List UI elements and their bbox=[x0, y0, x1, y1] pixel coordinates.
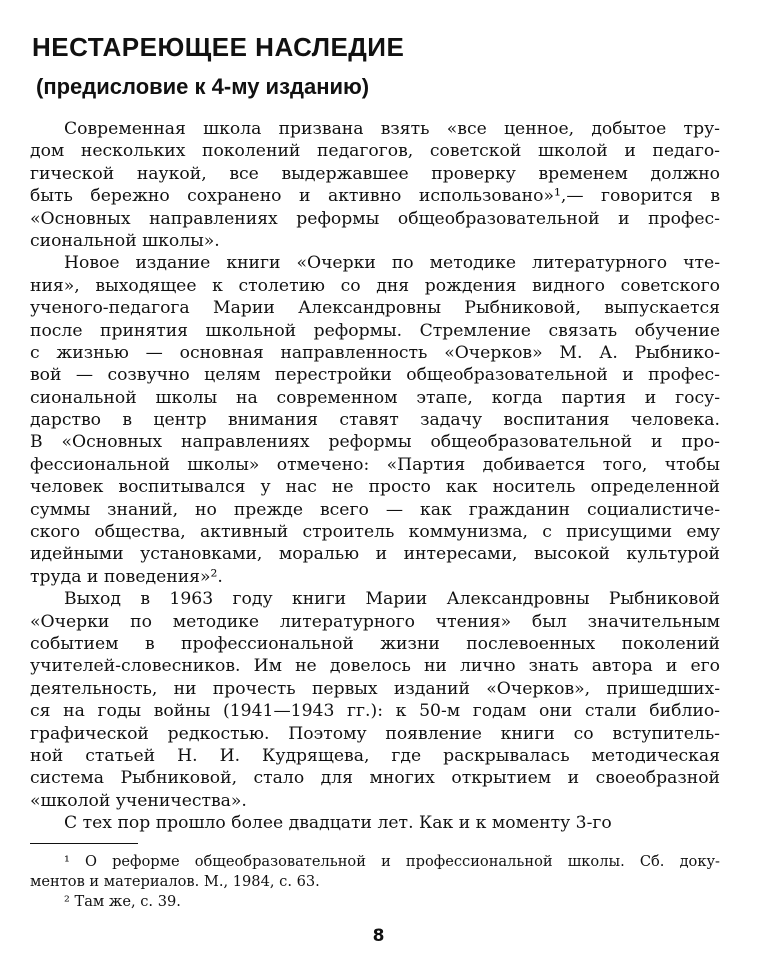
paragraph-line: ния», выходящее к столетию со дня рождения видного советского bbox=[30, 275, 720, 296]
paragraph-line: Выход в 1963 году книги Марии Александровны Рыбниковой bbox=[64, 589, 720, 610]
footnote-divider bbox=[30, 843, 138, 844]
paragraph-line: графической редкостью. Поэтому появление книги со вступитель- bbox=[30, 723, 720, 744]
paragraph-line: Новое издание книги «Очерки по методике литературного чте- bbox=[64, 253, 720, 274]
paragraph-line: сиональной школы». bbox=[30, 230, 220, 251]
paragraph-line: «школой ученичества». bbox=[30, 790, 247, 811]
paragraph-line: дом нескольких поколений педагогов, советской школой и педаго- bbox=[30, 141, 720, 162]
paragraph-line: ной статьей Н. И. Кудрящева, где раскрывалась методическая bbox=[30, 745, 720, 766]
footnotes bbox=[30, 852, 720, 912]
paragraph-line: после принятия школьной реформы. Стремление связать обучение bbox=[30, 320, 720, 341]
paragraph-line: идейными установками, моралью и интересами, высокой культурой bbox=[30, 544, 720, 565]
paragraph-line: ученого-педагога Марии Александровны Рыбниковой, выпускается bbox=[30, 298, 720, 319]
paragraph-line: Современная школа призвана взять «все ценное, добытое тру- bbox=[64, 119, 720, 139]
paragraph-line: дарство в центр внимания ставят задачу воспитания человека. bbox=[30, 410, 720, 431]
paragraph-line: событием в профессиональной жизни послевоенных поколений bbox=[30, 633, 720, 654]
paragraph-line: сиональной школы на современном этапе, когда партия и госу- bbox=[30, 387, 720, 408]
page-number: 8 bbox=[372, 926, 385, 946]
paragraph-line: фессиональной школы» отмечено: «Партия добивается того, чтобы bbox=[30, 454, 720, 475]
paragraph-line: «Очерки по методике литературного чтения» был значительным bbox=[30, 611, 720, 632]
paragraph-line: ского общества, активный строитель коммунизма, с присущими ему bbox=[30, 522, 720, 543]
paragraph-line: система Рыбниковой, стало для многих открытием и своеобразной bbox=[30, 768, 720, 789]
paragraph-line: деятельность, ни прочесть первых изданий «Очерков», пришедших- bbox=[30, 678, 720, 699]
paragraph-line: труда и поведения»². bbox=[30, 566, 223, 587]
paragraph-line: учителей-словесников. Им не довелось ни лично знать автора и его bbox=[30, 656, 720, 677]
paragraph-line: быть бережно сохранено и активно использовано»¹,— говорится в bbox=[30, 186, 720, 207]
footnote-line: ментов и материалов. М., 1984, с. 63. bbox=[30, 873, 320, 890]
paragraph-line: «Основных направлениях реформы общеобразовательной и профес- bbox=[30, 208, 720, 229]
page-subtitle: (предисловие к 4-му изданию) bbox=[36, 74, 370, 99]
page-title: НЕСТАРЕЮЩЕЕ НАСЛЕДИЕ bbox=[32, 32, 405, 62]
footnote-line: ¹ О реформе общеобразовательной и профессиональной школы. Сб. доку- bbox=[64, 853, 720, 870]
paragraph-line: ся на годы войны (1941—1943 гг.): к 50-м годам они стали библио- bbox=[30, 701, 720, 722]
paragraph-line: гической наукой, все выдержавшее проверку временем должно bbox=[30, 163, 720, 184]
paragraph-line: В «Основных направлениях реформы общеобразовательной и про- bbox=[30, 432, 720, 453]
paragraph-line: человек воспитывался у нас не просто как носитель определенной bbox=[30, 477, 720, 498]
paragraph-line: С тех пор прошло более двадцати лет. Как и к моменту 3-го bbox=[64, 813, 612, 834]
footnote-line: ² Там же, с. 39. bbox=[64, 893, 181, 910]
paragraph-line: вой — созвучно целям перестройки общеобразовательной и профес- bbox=[30, 365, 720, 386]
paragraph-line: суммы знаний, но прежде всего — как гражданин социалистиче- bbox=[30, 499, 720, 520]
body-text bbox=[30, 118, 720, 835]
paragraph-line: с жизнью — основная направленность «Очерков» М. А. Рыбнико- bbox=[30, 342, 720, 363]
